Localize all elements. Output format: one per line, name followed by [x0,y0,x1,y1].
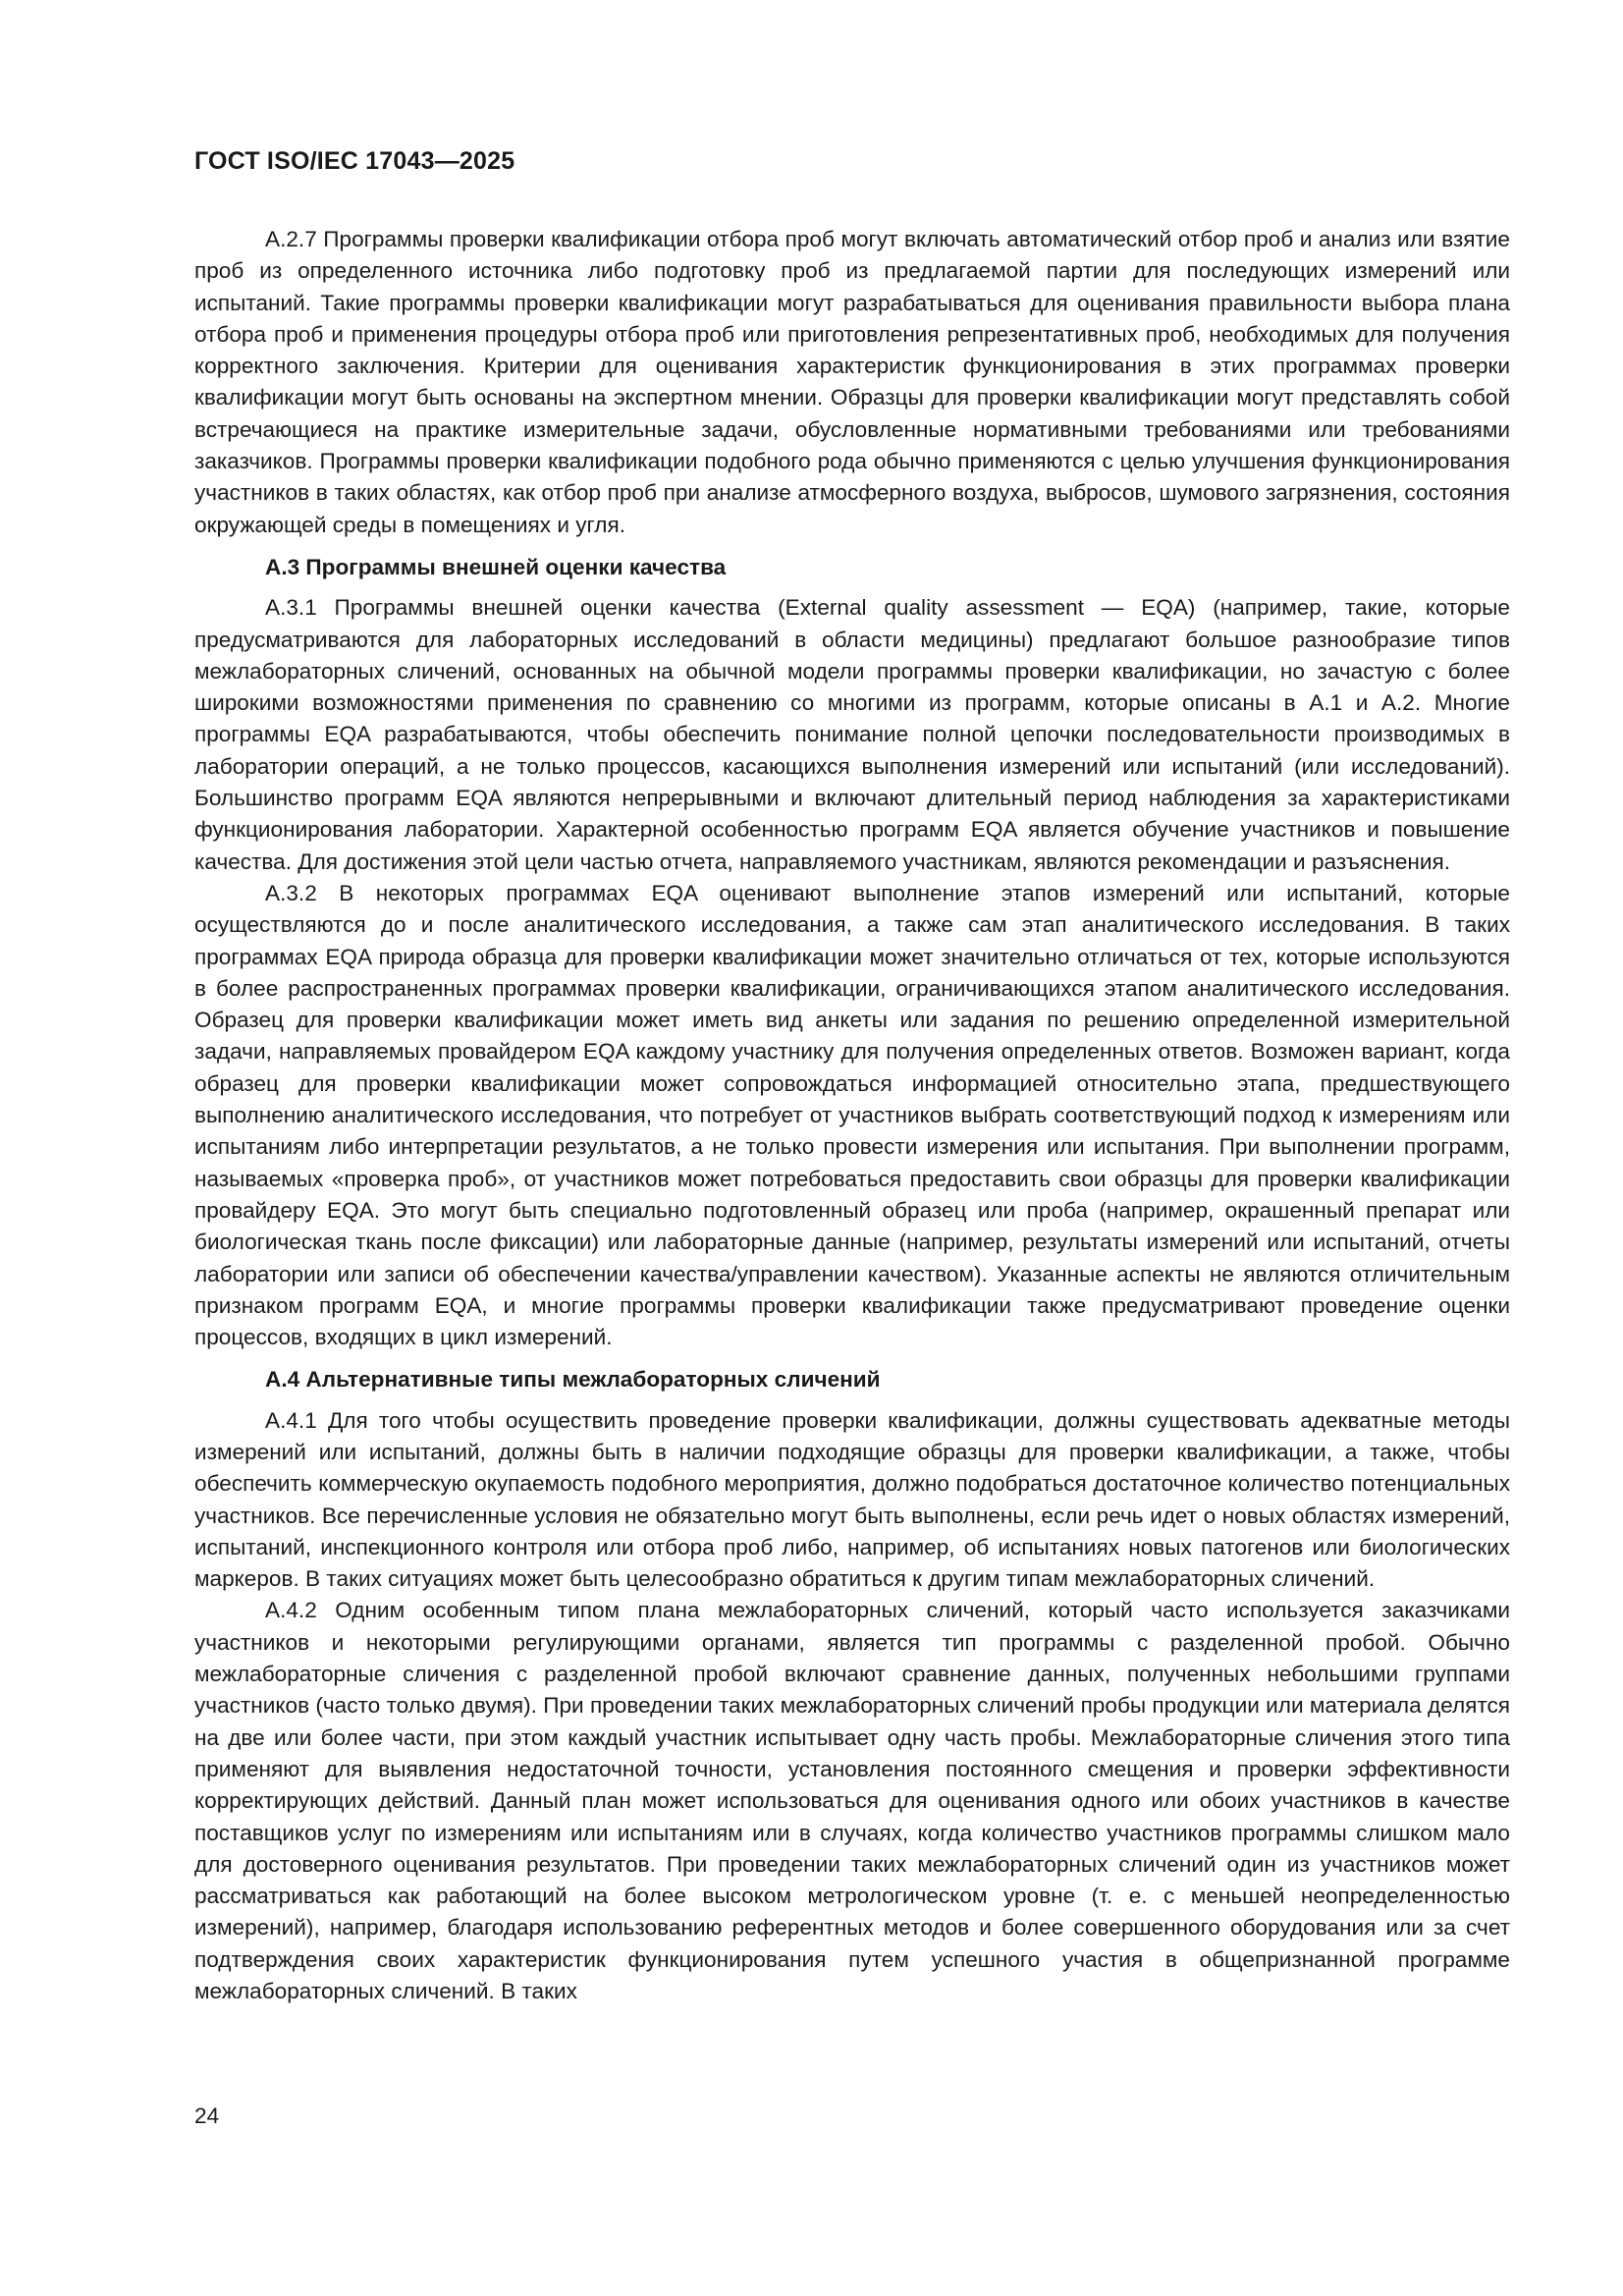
paragraph-a-4-2: А.4.2 Одним особенным типом плана межлабораторных сличений, который часто используется заказчиками участников и некоторыми регулирующими органами, является тип программы с разделенной пробой. Обычно межлабораторные сличения с разделенной пробой включают сравнение данных, полученных небольшими группами участников (часто только двумя). При проведении таких межлабораторных сличений пробы продукции или материала делятся на две или более части, при этом каждый участник испытывает одну часть пробы. Межлабораторные сличения этого типа применяют для выявления недостаточной точности, установления постоянного смещения и проверки эффективности корректирующих действий. Данный план может использоваться для оценивания одного или обоих участников в качестве поставщиков услуг по измерениям или испытаниям или в случаях, когда количество участников программы слишком мало для достоверного оценивания результатов. При проведении таких межлабораторных сличений один из участников может рассматриваться как работающий на более высоком метрологическом уровне (т. е. с меньшей неопределенностью измерений), например, благодаря использованию референтных методов и более совершенного оборудования или за счет подтверждения своих характеристик функционирования путем успешного участия в общепризнанной программе межлабораторных сличений. В таких [194,1598,1510,2004]
section-heading-a-4: А.4 Альтернативные типы межлабораторных сличений [265,1367,881,1393]
paragraph-a-3-1: А.3.1 Программы внешней оценки качества (External quality assessment — EQA) (например, такие, которые предусматриваются для лабораторных исследований в области медицины) предлагают большое разнообразие типов межлабораторных сличений, основанных на обычной модели программы проверки квалификации, но зачастую с более широкими возможностями применения по сравнению со многими из программ, которые описаны в А.1 и А.2. Многие программы EQA разрабатываются, чтобы обеспечить понимание полной цепочки последовательности производимых в лаборатории операций, а не только процессов, касающихся выполнения измерений или испытаний (или исследований). Большинство программ EQA являются непрерывными и включают длительный период наблюдения за характеристиками функционирования лаборатории. Характерной особенностью программ EQA является обучение участников и повышение качества. Для достижения этой цели частью отчета, направляемого участникам, являются рекомендации и разъяснения. [194,595,1510,874]
paragraph-a-2-7: А.2.7 Программы проверки квалификации отбора проб могут включать автоматический отбор проб и анализ или взятие проб из определенного источника либо подготовку проб из предлагаемой партии для последующих измерений или испытаний. Такие программы проверки квалификации могут разрабатываться для оценивания правильности выбора плана отбора проб и применения процедуры отбора проб или приготовления репрезентативных проб, необходимых для получения корректного заключения. Критерии для оценивания характеристик функционирования в этих программах проверки квалификации могут быть основаны на экспертном мнении. Образцы для проверки квалификации могут представлять собой встречающиеся на практике измерительные задачи, обусловленные нормативными требованиями или требованиями заказчиков. Программы проверки квалификации подобного рода обычно применяются с целью улучшения функционирования участников в таких областях, как отбор проб при анализе атмосферного воздуха, выбросов, шумового загрязнения, состояния окружающей среды в помещениях и угля. [194,227,1510,537]
document-body [194,224,1510,2007]
document-header: ГОСТ ISO/IEC 17043—2025 [194,147,515,175]
paragraph-a-4-1: А.4.1 Для того чтобы осуществить проведение проверки квалификации, должны существовать адекватные методы измерений или испытаний, должны быть в наличии подходящие образцы для проверки квалификации, а также, чтобы обеспечить коммерческую окупаемость подобного мероприятия, должно подобраться достаточное количество потенциальных участников. Все перечисленные условия не обязательно могут быть выполнены, если речь идет о новых областях измерений, испытаний, инспекционного контроля или отбора проб либо, например, об испытаниях новых патогенов или биологических маркеров. В таких ситуациях может быть целесообразно обратиться к другим типам межлабораторных сличений. [194,1407,1510,1592]
section-heading-a-3: А.3 Программы внешней оценки качества [265,554,727,579]
paragraph-a-3-2: А.3.2 В некоторых программах EQA оценивают выполнение этапов измерений или испытаний, которые осуществляются до и после аналитического исследования, а также сам этап аналитического исследования. В таких программах EQA природа образца для проверки квалификации может значительно отличаться от тех, которые используются в более распространенных программах проверки квалификации, ограничивающихся этапом аналитического исследования. Образец для проверки квалификации может иметь вид анкеты или задания по решению определенной измерительной задачи, направляемых провайдером EQA каждому участнику для получения определенных ответов. Возможен вариант, когда образец для проверки квалификации может сопровождаться информацией относительно этапа, предшествующего выполнению аналитического исследования, что потребует от участников выбрать соответствующий подход к измерениям или испытаниям либо интерпретации результатов, а не только провести измерения или испытания. При выполнении программ, называемых «проверка проб», от участников может потребоваться предоставить свои образцы для проверки квалификации провайдеру EQA. Это могут быть специально подготовленный образец или проба (например, окрашенный препарат или биологическая ткань после фиксации) или лабораторные данные (например, результаты измерений или испытаний, отчеты лаборатории или записи об обеспечении качества/управлении качеством). Указанные аспекты не являются отличительным признаком программ EQA, и многие программы проверки квалификации также предусматривают проведение оценки процессов, входящих в цикл измерений. [194,880,1510,1350]
page-number: 24 [194,2104,220,2128]
